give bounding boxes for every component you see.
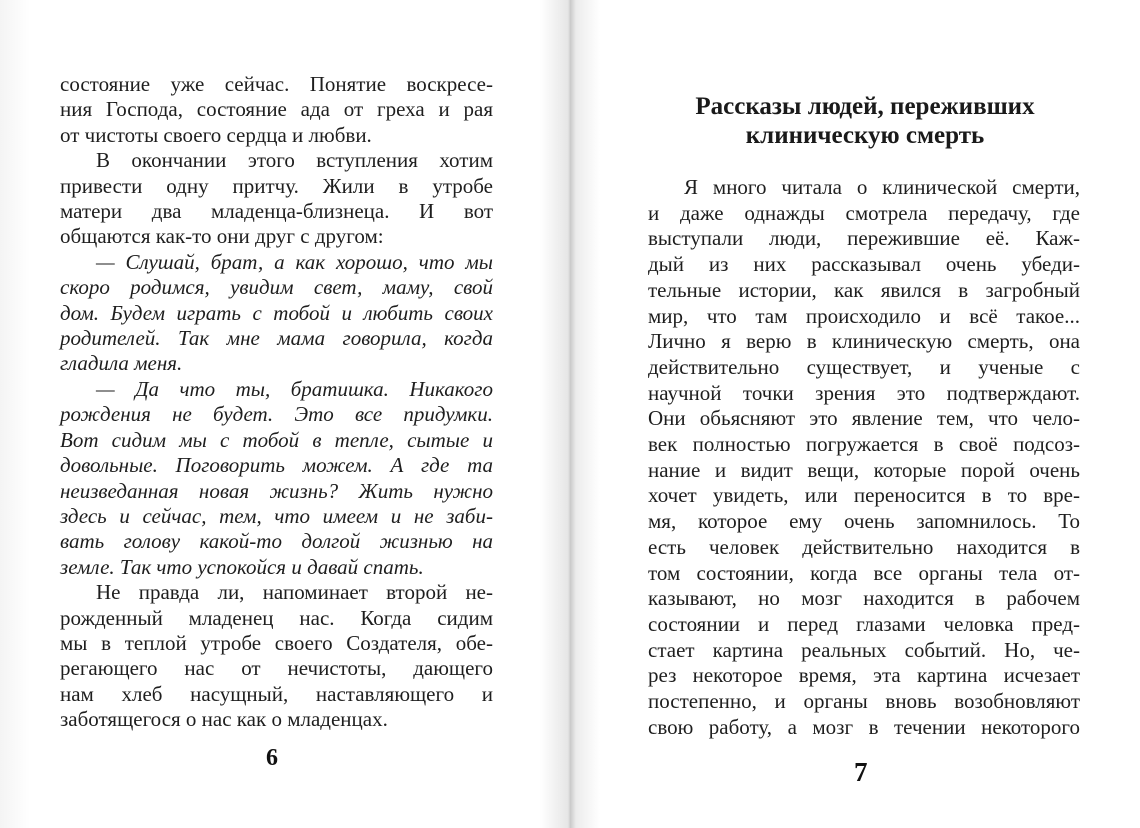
text-line: Вот сидим мы с тобой в тепле, сытые и [60,427,493,452]
text-line: привести одну притчу. Жили в утробе [60,173,493,198]
text-line: ния Господа, состояние ада от греха и рая [60,97,493,122]
right-page-text [648,175,1080,740]
text-line: хочет увидеть, или переносится в то вре- [648,483,1080,508]
text-line: неизведанная новая жизнь? Жить нужно [60,478,493,503]
text-line: Не правда ли, напоминает второй не- [96,580,493,605]
text-line: мир, что там происходило и всё такое... [648,303,1080,328]
text-line: рожденный младенец нас. Когда сидим [60,605,493,630]
text-line: Лично я верю в клиническую смерть, она [648,329,1080,354]
text-line: регающего нас от нечистоты, дающего [60,656,493,681]
text-line: общаются как-то они друг с другом: [60,224,384,249]
text-line: свою работу, а мозг в течении некоторого [648,714,1080,739]
text-line: нание и видит вещи, которые порой очень [648,457,1080,482]
paragraph [60,72,493,148]
text-line: матери два младенца-близнеца. И вот [60,199,493,224]
text-line: скоро родимся, увидим свет, маму, свой [60,275,493,300]
text-line: Они обьясняют это явление тем, что чело- [648,406,1080,431]
chapter-heading-line: Рассказы людей, переживших [695,93,1035,120]
chapter-heading-line: клиническую смерть [745,122,985,149]
text-line: дом. Будем играть с тобой и любить своих [60,300,493,325]
text-line: и даже однажды смотрела передачу, где [648,200,1080,225]
paragraph [60,580,493,732]
text-line: научной точки зрения это подтверждают. [648,380,1080,405]
text-line: том состоянии, когда все органы тела от- [648,560,1080,585]
text-line: есть человек действительно находится в [648,534,1080,559]
text-line: дый из них рассказывал очень убеди- [648,252,1080,277]
text-line: мя, которое ему очень запомнилось. То [648,509,1080,534]
dialogue-paragraph [60,250,493,377]
text-line: земле. Так что успокойся и давай спать. [60,554,424,579]
text-line: здесь и сейчас, тем, что имеем и не заби- [60,503,493,528]
text-line: рождения не будет. Это все придумки. [60,402,493,427]
paragraph [648,175,1080,740]
text-line: постепенно, и органы вновь возобновляют [648,689,1080,714]
text-line: В окончании этого вступления хотим [96,148,493,173]
text-line: состоянии и перед глазами человка пред- [648,611,1080,636]
text-line: от чистоты своего сердца и любви. [60,122,372,147]
text-line: родителей. Так мне мама говорила, когда [60,326,493,351]
text-line: век полностью погружается в своё подсоз- [648,432,1080,457]
text-line: гладила меня. [60,351,183,376]
text-line: Я много читала о клинической смерти, [684,175,1080,199]
text-line: действительно существует, и ученые с [648,354,1080,379]
page-number-left: 6 [266,745,278,771]
text-line: тельные истории, как явился в загробный [648,277,1080,302]
text-line: казывают, но мозг находится в рабочем [648,586,1080,611]
page-number-right: 7 [854,757,868,787]
dialogue-paragraph [60,377,493,580]
paragraph [60,148,493,250]
text-line: нам хлеб насущный, наставляющего и [60,681,493,706]
text-line: — Слушай, брат, а как хорошо, что мы [96,249,493,274]
text-line: мы в теплой утробе своего Создателя, обе- [60,630,493,655]
text-line: — Да что ты, братишка. Никакого [96,376,493,401]
text-line: стает картина реальных событий. Но, че- [648,637,1080,662]
chapter-heading [630,92,1100,150]
text-line: довольные. Поговорить можем. А где та [60,453,493,478]
right-page [570,0,1140,828]
text-line: заботящегося о нас как о младенцах. [60,707,388,732]
text-line: выступали люди, пережившие её. Каж- [648,226,1080,251]
text-line: вать голову какой-то долгой жизнью на [60,529,493,554]
text-line: состояние уже сейчас. Понятие воскресе- [60,72,493,96]
text-line: рез некоторое время, эта картина исчезает [648,663,1080,688]
left-page-text [60,72,493,733]
